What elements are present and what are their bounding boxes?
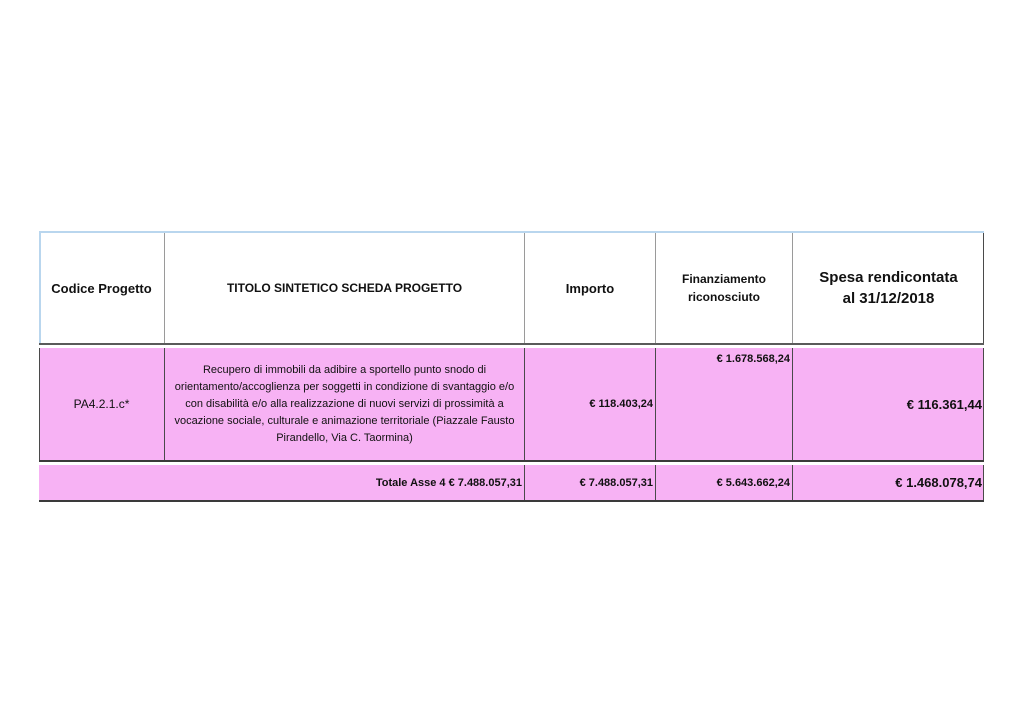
table-right-border xyxy=(983,233,984,343)
row-codice: PA4.2.1.c* xyxy=(73,397,130,411)
total-label: Totale Asse 4 € 7.488.057,31 xyxy=(375,476,522,489)
table-row xyxy=(39,348,984,462)
header-finanziamento: Finanziamento riconosciuto xyxy=(681,272,766,304)
project-table xyxy=(39,231,984,502)
row-finanziamento: € 1.678.568,24 xyxy=(716,353,790,365)
total-finanziamento: € 5.643.662,24 xyxy=(716,476,790,489)
row-titolo: Recupero di immobili da adibire a sportello punto snodo di orientamento/accoglienza per soggetti in condizione di svantaggio e/o con disabilità e/o alla realizzazione di nuovi servizi di prossimità a vocazione sociale, culturale e animazione territoriale (Piazzale Fausto Pirandello, Via C. Taormina) xyxy=(174,363,515,444)
table-right-border xyxy=(983,465,984,500)
header-spesa: Spesa rendicontata al 31/12/2018 xyxy=(819,269,958,307)
table-header-row xyxy=(39,231,984,345)
total-importo: € 7.488.057,31 xyxy=(579,476,653,489)
row-spesa: € 116.361,44 xyxy=(906,396,982,412)
header-titolo: TITOLO SINTETICO SCHEDA PROGETTO xyxy=(226,281,463,295)
total-row xyxy=(39,465,984,502)
table-right-border xyxy=(983,348,984,460)
row-importo: € 118.403,24 xyxy=(589,398,653,410)
header-codice-progetto: Codice Progetto xyxy=(51,280,152,296)
header-importo: Importo xyxy=(565,280,615,296)
total-label-cell xyxy=(39,465,524,500)
total-spesa: € 1.468.078,74 xyxy=(895,475,982,490)
